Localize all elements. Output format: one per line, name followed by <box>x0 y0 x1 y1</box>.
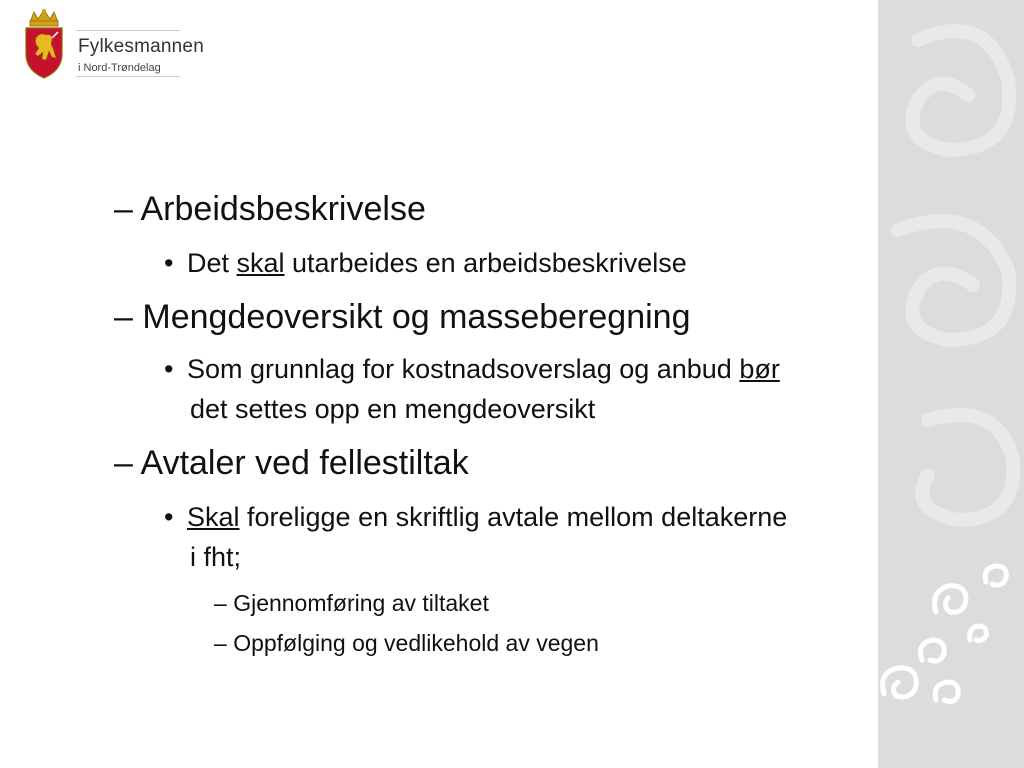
item-text-post: utarbeides en arbeidsbeskrivelse <box>284 248 687 278</box>
emphasized-word: Skal <box>186 502 240 532</box>
level3-item-oppfolging <box>214 630 599 657</box>
emphasized-word: skal <box>236 248 285 278</box>
level2-item-skal-foreligge <box>164 502 787 533</box>
dash-marker: – <box>214 630 227 656</box>
org-region: i Nord-Trøndelag <box>78 62 161 74</box>
bullet-marker: • <box>164 248 174 278</box>
org-name: Fylkesmannen <box>78 36 204 57</box>
item-text-pre: Det <box>186 248 237 278</box>
item-text-post: foreligge en skriftlig avtale mellom deltakerne <box>239 502 788 532</box>
bullet-marker: • <box>164 502 174 532</box>
level2-item-det-skal <box>164 248 687 279</box>
level1-item-avtaler <box>114 444 469 483</box>
dash-marker: – <box>214 590 227 616</box>
level2-item-skal-foreligge-continuation: i fht; <box>190 542 242 572</box>
dash-marker: – <box>114 298 133 336</box>
item-text-pre: Som grunnlag for kostnadsoverslag og anbud <box>186 354 740 384</box>
item-text: Avtaler ved fellestiltak <box>140 444 469 482</box>
level1-item-mengdeoversikt <box>114 298 690 337</box>
level1-item-arbeidsbeskrivelse <box>114 190 426 229</box>
dash-marker: – <box>114 190 133 228</box>
emphasized-word: bør <box>739 354 780 384</box>
level2-item-som-grunnlag-continuation: det settes opp en mengdeoversikt <box>190 394 596 424</box>
item-text: Oppfølging og vedlikehold av vegen <box>233 630 599 656</box>
bullet-marker: • <box>164 354 174 384</box>
dash-marker: – <box>114 444 133 482</box>
level2-item-som-grunnlag <box>164 354 780 385</box>
item-text: Gjennomføring av tiltaket <box>233 590 489 616</box>
item-text: Mengdeoversikt og masseberegning <box>142 298 691 336</box>
item-text: Arbeidsbeskrivelse <box>140 190 426 228</box>
level3-item-gjennomforing <box>214 590 489 617</box>
